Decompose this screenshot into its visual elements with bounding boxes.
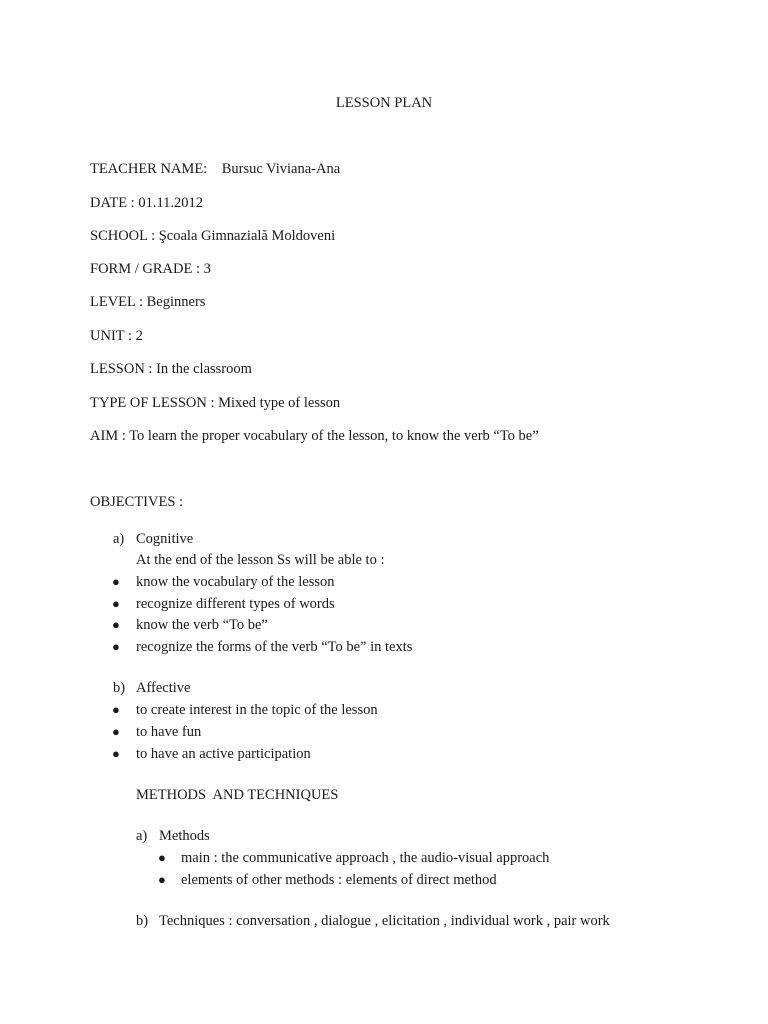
- cognitive-intro: At the end of the lesson Ss will be able to :: [136, 552, 385, 568]
- aim-field: AIM : To learn the proper vocabulary of the lesson, to know the verb “To be”: [90, 428, 539, 444]
- methods-label: Methods: [159, 828, 210, 844]
- lesson-type-field: TYPE OF LESSON : Mixed type of lesson: [90, 395, 341, 411]
- affective-label: Affective: [136, 680, 191, 696]
- method-item: main : the communicative approach , the audio-visual approach: [181, 850, 550, 866]
- cognitive-item: recognize different types of words: [136, 596, 335, 612]
- bullet-icon: ●: [158, 872, 166, 887]
- bullet-icon: ●: [112, 617, 120, 632]
- bullet-icon: ●: [112, 596, 120, 611]
- cognitive-marker: a): [113, 531, 125, 547]
- unit-field: UNIT : 2: [90, 328, 143, 344]
- techniques-marker: b): [136, 913, 149, 929]
- method-item: elements of other methods : elements of direct method: [181, 872, 497, 888]
- methods-marker: a): [136, 828, 148, 844]
- teacher-name-field: TEACHER NAME: Bursuc Viviana-Ana: [90, 161, 341, 177]
- date-field: DATE : 01.11.2012: [90, 195, 204, 211]
- affective-marker: b): [113, 680, 126, 696]
- cognitive-item: know the vocabulary of the lesson: [136, 574, 335, 590]
- affective-item: to have fun: [136, 724, 202, 740]
- techniques-text: Techniques : conversation , dialogue , elicitation , individual work , pair work: [159, 913, 610, 929]
- bullet-icon: ●: [112, 574, 120, 589]
- level-field: LEVEL : Beginners: [90, 294, 206, 310]
- cognitive-label: Cognitive: [136, 531, 194, 547]
- objectives-heading: OBJECTIVES :: [90, 494, 184, 510]
- document-title: LESSON PLAN: [335, 95, 433, 111]
- lesson-field: LESSON : In the classroom: [90, 361, 252, 377]
- bullet-icon: ●: [112, 702, 120, 717]
- bullet-icon: ●: [158, 850, 166, 865]
- affective-item: to have an active participation: [136, 746, 311, 762]
- grade-field: FORM / GRADE : 3: [90, 261, 211, 277]
- bullet-icon: ●: [112, 746, 120, 761]
- school-field: SCHOOL : Şcoala Gimnazială Moldoveni: [90, 228, 336, 244]
- methods-heading: METHODS AND TECHNIQUES: [136, 787, 339, 803]
- cognitive-item: recognize the forms of the verb “To be” in texts: [136, 639, 413, 655]
- affective-item: to create interest in the topic of the lesson: [136, 702, 378, 718]
- bullet-icon: ●: [112, 724, 120, 739]
- cognitive-item: know the verb “To be”: [136, 617, 268, 633]
- bullet-icon: ●: [112, 639, 120, 654]
